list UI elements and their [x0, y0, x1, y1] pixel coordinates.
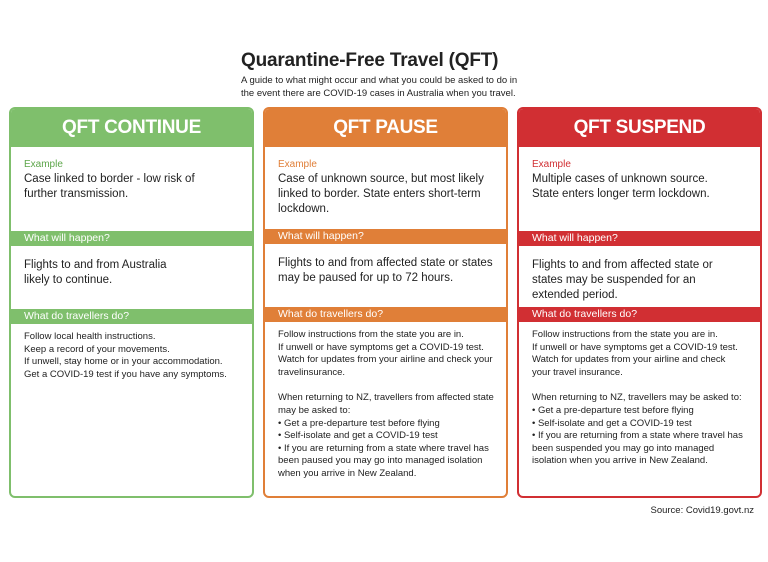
- what-do-travellers-do-text: Follow local health instructions. Keep a record of your movements. If unwell, stay home or in your accommodation. Get a COVID-19 test if you have any symptoms.: [24, 331, 227, 380]
- what-will-happen-text: Flights to and from Australia likely to continue.: [24, 259, 167, 286]
- qft-suspend-card: [517, 107, 762, 498]
- example-label: Example: [532, 159, 571, 170]
- what-do-travellers-do-heading: What do travellers do?: [11, 309, 252, 324]
- what-do-travellers-do-heading: What do travellers do?: [265, 307, 506, 322]
- page-title: Quarantine-Free Travel (QFT): [241, 50, 499, 71]
- what-will-happen-heading: What will happen?: [519, 231, 760, 246]
- example-text: Multiple cases of unknown source. State enters longer term lockdown.: [532, 173, 710, 200]
- example-section: [265, 147, 506, 229]
- qft-continue-card: [9, 107, 254, 498]
- header: [241, 50, 571, 100]
- what-do-travellers-do-heading: What do travellers do?: [519, 307, 760, 322]
- example-text: Case of unknown source, but most likely linked to border. State enters short-term lockdown.: [278, 173, 484, 215]
- example-section: [519, 147, 760, 231]
- example-label: Example: [278, 159, 317, 170]
- page-subtitle: A guide to what might occur and what you could be asked to do in the event there are COVID-19 cases in Australia when you travel.: [241, 75, 518, 99]
- example-label: Example: [24, 159, 63, 170]
- what-do-travellers-do-text: Follow instructions from the state you are in. If unwell or have symptoms get a COVID-19 test. Watch for updates from your airline and check your travelinsurance. When returning to NZ, travellers from affected state may be asked to: • Get a pre-departure test before flying • Self-isolate and get a COVID-19 test • If you are returning from a state where travel has been paused you may go into managed isolation when you arrive in New Zealand.: [278, 329, 494, 479]
- what-will-happen-text: Flights to and from affected state or states may be suspended for an extended period.: [532, 259, 713, 301]
- example-section: [11, 147, 252, 231]
- source-credit: Source: Covid19.govt.nz: [650, 505, 754, 516]
- what-will-happen-text: Flights to and from affected state or states may be paused for up to 72 hours.: [278, 257, 493, 284]
- qft-suspend-title: QFT SUSPEND: [519, 109, 760, 147]
- qft-pause-card: [263, 107, 508, 498]
- qft-continue-title: QFT CONTINUE: [11, 109, 252, 147]
- what-do-travellers-do-text: Follow instructions from the state you are in. If unwell or have symptoms get a COVID-19 test. Watch for updates from your airline and check your travel insurance. When returning to NZ, travellers may be asked to: • Get a pre-departure test before flying • Self-isolate and get a COVID-19 test • If you are returning from a state where travel has been suspended you may go into managed isolation when you arrive in New Zealand.: [532, 329, 743, 467]
- what-will-happen-heading: What will happen?: [11, 231, 252, 246]
- what-will-happen-heading: What will happen?: [265, 229, 506, 244]
- example-text: Case linked to border - low risk of further transmission.: [24, 173, 195, 200]
- qft-pause-title: QFT PAUSE: [265, 109, 506, 147]
